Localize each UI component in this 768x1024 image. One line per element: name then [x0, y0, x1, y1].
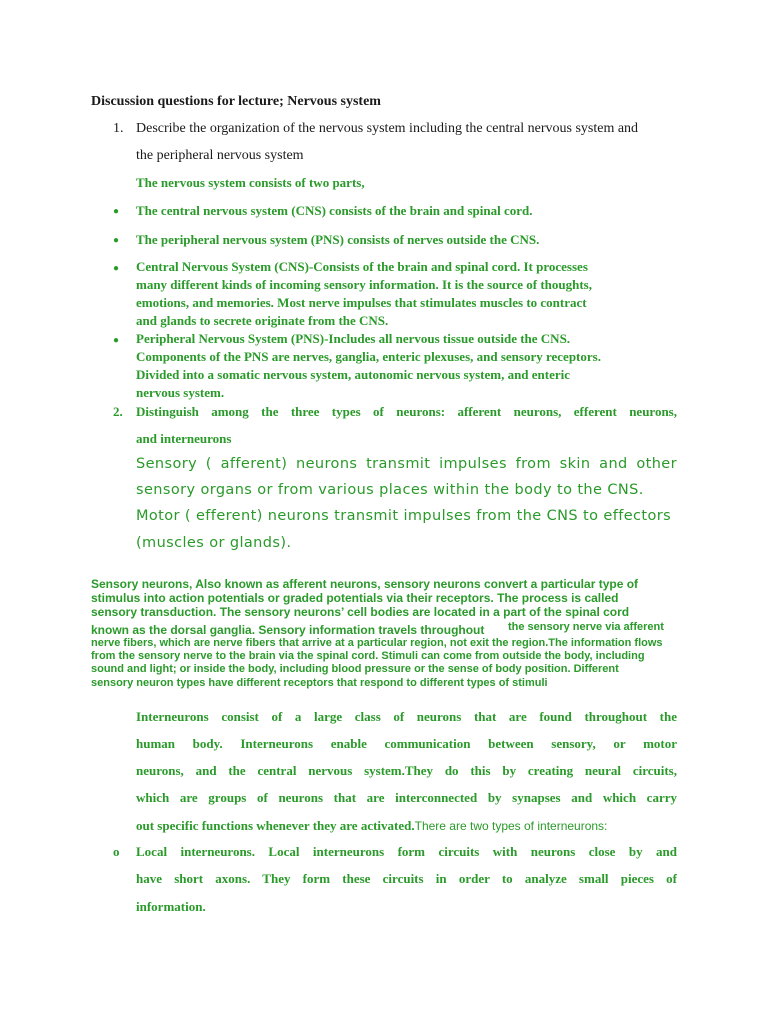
motor-definition-line-1: Motor ( efferent) neurons transmit impulses from the CNS to effectors	[136, 508, 672, 524]
interneurons-types-intro: There are two types of interneurons:	[414, 819, 608, 833]
q2-text-line-1: Distinguish among the three types of neurons: afferent neurons, efferent neurons,	[136, 404, 677, 419]
sensory-paragraph-line-3: sensory transduction. The sensory neurons’ cell bodies are located in a part of the spinal cord	[91, 605, 630, 619]
local-interneurons-line-3: information.	[136, 899, 206, 914]
bullet-pns-detail-line-3: Divided into a somatic nervous system, autonomic nervous system, and enteric	[136, 367, 571, 382]
q1-text-line-1: Describe the organization of the nervous system including the central nervous system and	[136, 121, 639, 136]
sensory-paragraph-line-2: stimulus into action potentials or graded potentials via their receptors. The process is called	[91, 591, 619, 605]
sensory-definition-line-1: Sensory ( afferent) neurons transmit impulses from skin and other	[136, 456, 677, 472]
sensory-paragraph-small-line-1: nerve fibers, which are nerve fibers that arrive at a particular region, not exit the region.The information flows	[91, 637, 663, 649]
sensory-paragraph-small-line-2: from the sensory nerve to the brain via the spinal cord. Stimuli can come from outside the body, including	[91, 650, 645, 662]
bullet-marker: ●	[113, 335, 120, 346]
page-heading: Discussion questions for lecture; Nervous system	[91, 94, 381, 109]
interneurons-line-2: human body. Interneurons enable communication between sensory, or motor	[136, 736, 677, 751]
sensory-paragraph-small-line-4: sensory neuron types have different receptors that respond to different types of stimuli	[91, 677, 548, 689]
interneurons-line-5: out specific functions whenever they are activated.There are two types of interneurons:	[136, 818, 608, 833]
sensory-paragraph-line-4: known as the dorsal ganglia. Sensory information travels throughout	[91, 623, 485, 637]
bullet-marker: ●	[113, 235, 120, 246]
bullet-cns-detail-line-1: Central Nervous System (CNS)-Consists of the brain and spinal cord. It processes	[136, 259, 588, 274]
bullet-marker: ●	[113, 206, 120, 217]
interneurons-line-1: Interneurons consist of a large class of neurons that are found throughout the	[136, 709, 677, 724]
bullet-cns-detail-line-2: many different kinds of incoming sensory information. It is the source of thoughts,	[136, 277, 592, 292]
motor-definition-line-2: (muscles or glands).	[136, 535, 292, 551]
sub-bullet-marker: o	[113, 844, 120, 859]
sensory-definition-line-2: sensory organs or from various places within the body to the CNS.	[136, 482, 644, 498]
interneurons-line-3: neurons, and the central nervous system.They do this by creating neural circuits,	[136, 763, 677, 778]
afferent-term: afferent	[220, 456, 282, 472]
bullet-pns-detail-line-2: Components of the PNS are nerves, ganglia, enteric plexuses, and sensory receptors.	[136, 349, 601, 364]
bullet-pns-detail-line-1: Peripheral Nervous System (PNS)-Includes all nervous tissue outside the CNS.	[136, 331, 571, 346]
local-interneurons-line-1: Local interneurons. Local interneurons form circuits with neurons close by and	[136, 844, 677, 859]
interneurons-line-4: which are groups of neurons that are interconnected by synapses and which carry	[136, 790, 677, 805]
bullet-cns: The central nervous system (CNS) consists of the brain and spinal cord.	[136, 203, 533, 218]
sensory-paragraph-small-line-3: sound and light; or inside the body, including blood pressure or the sense of body position. Different	[91, 663, 619, 675]
bullet-cns-detail-line-3: emotions, and memories. Most nerve impulses that stimulates muscles to contract	[136, 295, 587, 310]
bullet-cns-detail-line-4: and glands to secrete originate from the CNS.	[136, 313, 389, 328]
q1-intro: The nervous system consists of two parts,	[136, 175, 365, 190]
sensory-paragraph-line-1: Sensory neurons, Also known as afferent neurons, sensory neurons convert a particular type of	[91, 577, 639, 591]
q2-number: 2.	[113, 404, 123, 419]
q1-text-line-2: the peripheral nervous system	[136, 148, 304, 163]
sensory-paragraph-line-4-tail: the sensory nerve via afferent	[508, 621, 664, 633]
bullet-pns-detail-line-4: nervous system.	[136, 385, 225, 400]
local-interneurons-line-2: have short axons. They form these circuits in order to analyze small pieces of	[136, 871, 677, 886]
efferent-term: efferent	[195, 508, 257, 524]
bullet-pns: The peripheral nervous system (PNS) consists of nerves outside the CNS.	[136, 232, 540, 247]
bullet-marker: ●	[113, 263, 120, 274]
q1-number: 1.	[113, 121, 124, 136]
q2-text-line-2: and interneurons	[136, 431, 232, 446]
